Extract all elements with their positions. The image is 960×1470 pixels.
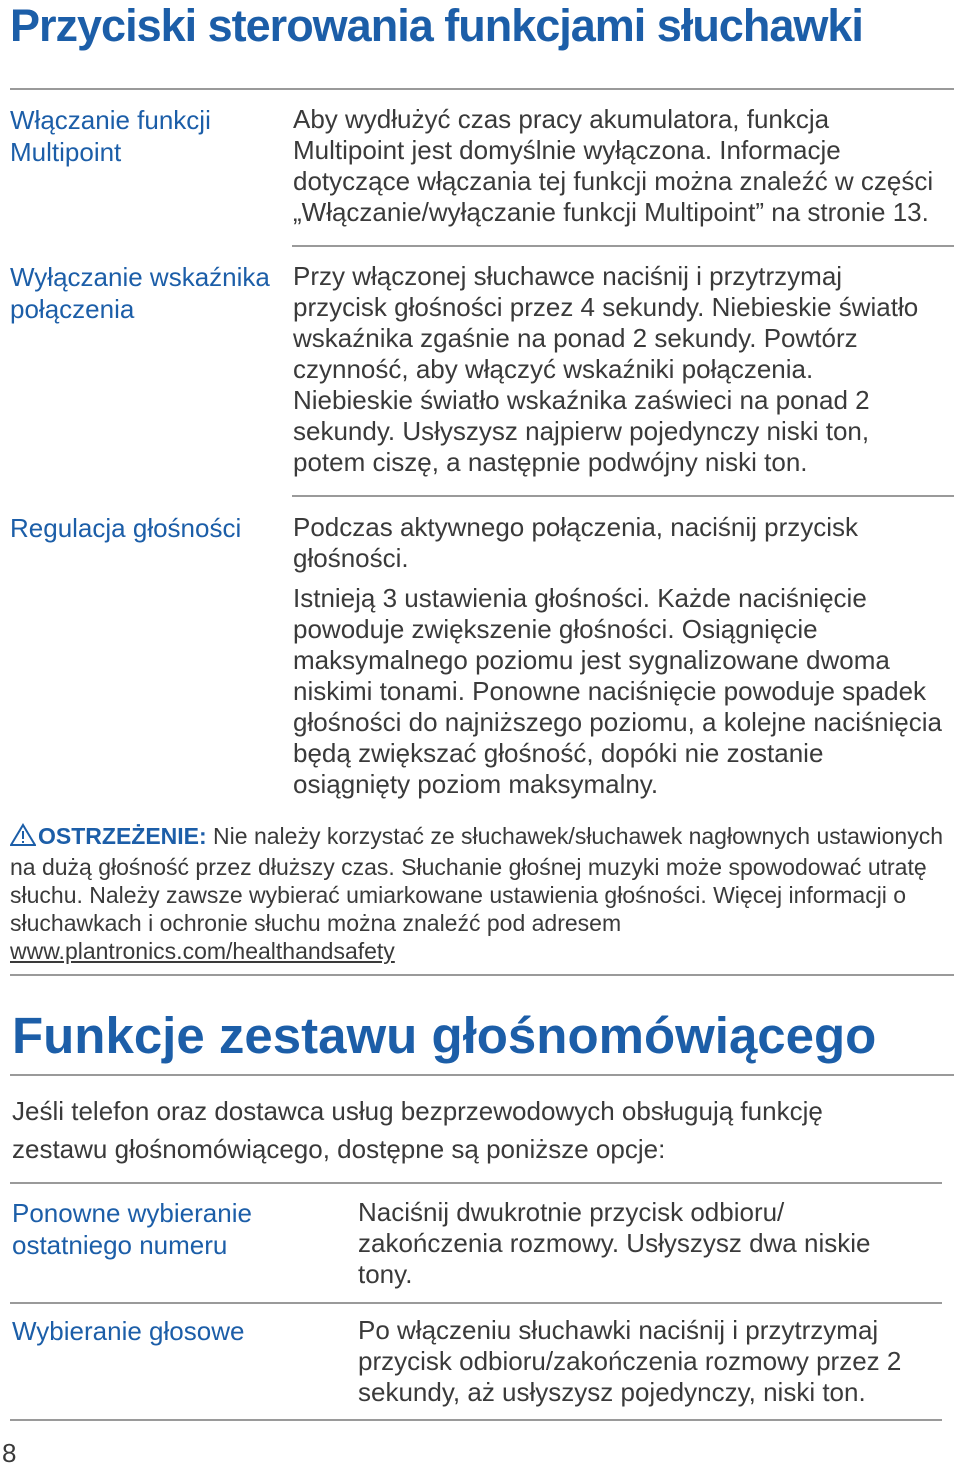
divider: [10, 1182, 942, 1184]
row-text-volume-1: Podczas aktywnego połączenia, naciśnij przycisk głośności.: [293, 512, 859, 573]
divider: [10, 1419, 942, 1421]
divider: [10, 974, 954, 976]
row-label-redial: Ponowne wybieranie ostatniego numeru: [12, 1198, 252, 1260]
divider: [292, 245, 954, 247]
page-number: 8: [2, 1438, 17, 1468]
row-text-voice-dial: Po włączeniu słuchawki naciśnij i przytrzymaj przycisk odbioru/zakończenia rozmowy przez 2 sekundy, aż usłyszysz pojedynczy, niski ton.: [358, 1315, 902, 1407]
row-text-redial: Naciśnij dwukrotnie przycisk odbioru/ zakończenia rozmowy. Usłyszysz dwa niskie tony.: [358, 1197, 871, 1289]
row-text-volume-2: Istnieją 3 ustawienia głośności. Każde naciśnięcie powoduje zwiększenie głośności. Osiągnięcie maksymalnego poziomu jest sygnalizowane dwoma niskimi tonami. Ponowne naciśnięcie powoduje spadek głośności do najniższego poziomu, a kolejne naciśnięcia będą zwiększać głośność, dopóki nie zostanie osiągnięty poziom maksymalny.: [293, 583, 942, 799]
warning-triangle-icon: [10, 823, 36, 853]
warning-label: OSTRZEŻENIE:: [38, 823, 207, 849]
row-label-indicator: Wyłączanie wskaźnika połączenia: [10, 262, 270, 324]
divider: [10, 1302, 942, 1304]
warning-text: Nie należy korzystać ze słuchawek/słuchawek nagłownych ustawionych na dużą głośność przez dłuższy czas. Słuchanie głośnej muzyki może spowodować utratę słuchu. Należy zawsze wybierać umiarkowane ustawienia głośności. Więcej informacji o słuchawkach i ochronie słuchu można znaleźć pod adresem: [10, 823, 944, 936]
row-label-voice-dial: Wybieranie głosowe: [12, 1316, 245, 1346]
divider: [292, 495, 954, 497]
section-intro: Jeśli telefon oraz dostawca usług bezprzewodowych obsługują funkcję zestawu głośnomówiącego, dostępne są poniższe opcje:: [12, 1096, 823, 1164]
row-text-indicator: Przy włączonej słuchawce naciśnij i przytrzymaj przycisk głośności przez 4 sekundy. Niebieskie światło wskaźnika zgaśnie na ponad 2 sekundy. Powtórz czynność, aby włączyć wskaźniki połączenia. Niebieskie światło wskaźnika zaświeci na ponad 2 sekundy. Usłyszysz najpierw pojedynczy niski ton, potem ciszę, a następnie podwójny niski ton.: [293, 261, 919, 477]
health-safety-link[interactable]: www.plantronics.com/healthandsafety: [10, 938, 395, 964]
section-title: Funkcje zestawu głośnomówiącego: [12, 1007, 877, 1064]
divider: [10, 1074, 954, 1076]
warning-paragraph: [10, 822, 945, 965]
page-title: Przyciski sterowania funkcjami słuchawki: [10, 0, 863, 51]
row-text-multipoint: Aby wydłużyć czas pracy akumulatora, funkcja Multipoint jest domyślnie wyłączona. Informacje dotyczące włączania tej funkcji można znaleźć w części „Włączanie/wyłączanie funkcji Multipoint” na stronie 13.: [293, 104, 934, 227]
divider: [10, 88, 954, 90]
row-label-volume: Regulacja głośności: [10, 513, 242, 543]
row-label-multipoint: Włączanie funkcji Multipoint: [10, 105, 211, 167]
